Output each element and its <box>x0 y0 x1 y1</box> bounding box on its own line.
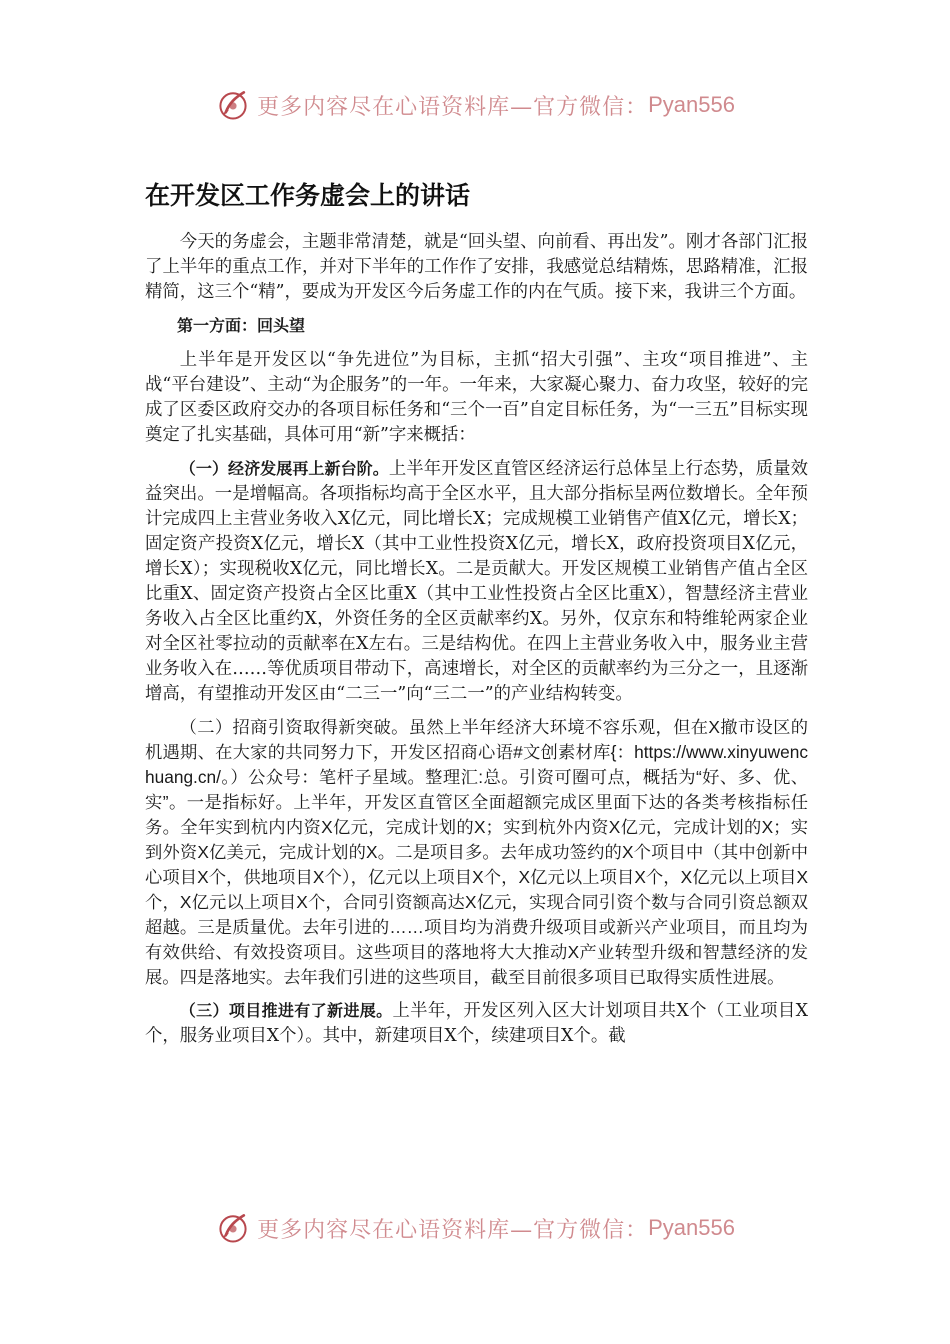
footer-banner <box>0 1208 950 1248</box>
banner-text: 更多内容尽在心语资料库—官方微信： <box>257 94 649 120</box>
section-intro-paragraph: 上半年是开发区以“争先进位”为目标，主抓“招大引强”、主攻“项目推进”、主战“平台建设”、主动“为企服务”的一年。一年来，大家凝心聚力、奋力攻坚，较好的完成了区委区政府交办的各项目标任务和“三个一百”自定目标任务，为“一三五”目标实现奠定了扎实基础，具体可用“新”字来概括： <box>145 350 808 445</box>
economy-lead: （一）经济发展再上新台阶。 <box>179 459 389 478</box>
document-body <box>145 230 808 1057</box>
economy-paragraph <box>145 456 808 707</box>
project-lead: （三）项目推进有了新进展。 <box>179 1001 393 1020</box>
pen-swirl-logo <box>215 1210 251 1246</box>
section-heading: 第一方面：回头望 <box>177 316 306 335</box>
intro-paragraph: 今天的务虚会，主题非常清楚，就是“回头望、向前看、再出发”。刚才各部门汇报了上半年的重点工作，并对下半年的工作作了安排，我感觉总结精炼，思路精准，汇报精简，这三个“精”，要成为开发区今后务虚工作的内在气质。接下来，我讲三个方面。 <box>145 232 808 302</box>
economy-body: 上半年开发区直管区经济运行总体呈上行态势，质量效益突出。一是增幅高。各项指标均高于全区水平，且大部分指标呈两位数增长。全年预计完成四上主营业务收入X亿元，同比增长X；完成规模工业销售产值X亿元，增长X；固定资产投资X亿元，增长X（其中工业性投资X亿元，增长X，政府投资项目X亿元，增长X）；实现税收X亿元，同比增长X。二是贡献大。开发区规模工业销售产值占全区比重X、固定资产投资占全区比重X（其中工业性投资占全区比重X），智慧经济主营业务收入占全区比重约X，外资任务的全区贡献率约X。另外，仅京东和特维轮两家企业对全区社零拉动的贡献率在X左右。三是结构优。在四上主营业务收入中，服务业主营业务收入在……等优质项目带动下，高速增长，对全区的贡献率约为三分之一，且逐渐增高，有望推动开发区由“二三一”向“三二一”的产业结构转变。 <box>145 459 808 704</box>
document-title: 在开发区工作务虚会上的讲话 <box>145 181 471 210</box>
investment-paragraph: （二）招商引资取得新突破。虽然上半年经济大环境不容乐观，但在X撤市设区的机遇期、在大家的共同努力下，开发区招商心语#文创素材库{：https://www.xinyuwenchuang.cn/。）公众号：笔杆子星域。整理汇:总。引资可圈可点，概括为“好、多、优、实”。一是指标好。上半年，开发区直管区全面超额完成区里面下达的各类考核指标任务。全年实到杭内内资X亿元，完成计划的X；实到杭外内资X亿元，完成计划的X；实到外资X亿美元，完成计划的X。二是项目多。去年成功签约的X个项目中（其中创新中心项目X个，供地项目X个），亿元以上项目X个，X亿元以上项目X个，X亿元以上项目X个，X亿元以上项目X个，合同引资额高达X亿元，实现合同引资个数与合同引资总额双超越。三是质量优。去年引进的……项目均为消费升级项目或新兴产业项目，而且均为有效供给、有效投资项目。这些项目的落地将大大推动X产业转型升级和智慧经济的发展。四是落地实。去年我们引进的这些项目，截至目前很多项目已取得实质性进展。 <box>145 717 808 987</box>
project-paragraph <box>145 998 808 1049</box>
banner-wechat-id: Pyan556 <box>648 1215 735 1240</box>
banner-text: 更多内容尽在心语资料库—官方微信： <box>257 1217 649 1243</box>
project-body: 上半年，开发区列入区大计划项目共X个（工业项目X个，服务业项目X个）。其中，新建项目X个，续建项目X个。截 <box>145 1001 808 1046</box>
banner-wechat-id: Pyan556 <box>648 92 735 117</box>
pen-swirl-logo <box>215 87 251 123</box>
header-banner <box>0 85 950 125</box>
